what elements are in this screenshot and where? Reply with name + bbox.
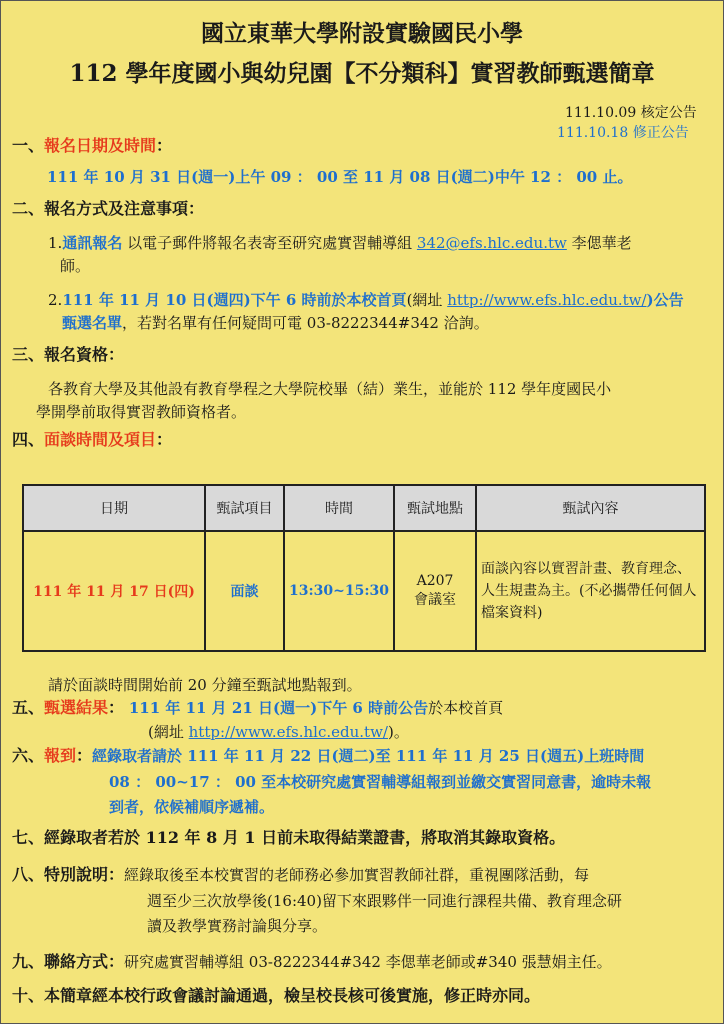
method-item-1-cont: 師。 — [60, 257, 91, 275]
document-title: 112 學年度國小與幼兒園【不分類科】實習教師甄選簡章 — [69, 60, 655, 87]
section-8-line3: 讀及教學實務討論與分享。 — [147, 917, 328, 935]
email-link[interactable]: 342@efs.hlc.edu.tw — [416, 234, 567, 252]
section-6-line3: 到者，依候補順序遞補。 — [109, 798, 275, 816]
section-8: 八、特別說明：經錄取後至本校實習的老師務必參加實習教師社群，重視團隊活動，每 — [12, 865, 590, 884]
section-2-heading: 二、報名方式及注意事項： — [12, 199, 205, 218]
method-item-2-cont: 甄選名單，若對名單有任何疑問可電 03-8222344#342 洽詢。 — [62, 314, 489, 332]
section-10: 十、本簡章經本校行政會議討論通過，檢呈校長核可後實施，修正時亦同。 — [12, 986, 541, 1005]
eligibility-text: 各教育大學及其他設有教育學程之大學院校畢（結）業生，並能於 112 學年度國民小 — [48, 380, 612, 398]
section-6: 六、報到：經錄取者請於 111 年 11 月 22 日(週二)至 111 年 11 月 25 日(週五)上班時間 — [12, 746, 645, 765]
section-4-heading: 四、面談時間及項目： — [12, 430, 173, 449]
cell-place: A207 會議室 — [394, 531, 476, 651]
registration-period: 111 年 10 月 31 日(週一)上午 09 ： 00 至 11 月 08 日(週二)中午 12 ： 00 止。 — [47, 168, 633, 186]
cell-item: 面談 — [205, 531, 284, 651]
header-time: 時間 — [284, 485, 394, 531]
table-header-row — [23, 485, 705, 531]
header-place: 甄試地點 — [394, 485, 476, 531]
cell-content: 面談內容以實習計畫、教育理念、人生規畫為主。(不必攜帶任何個人檔案資料) — [476, 531, 705, 651]
interview-schedule-table — [22, 484, 706, 652]
interview-note: 請於面談時間開始前 20 分鐘至甄試地點報到。 — [48, 676, 362, 694]
approval-notice: 111.10.09 核定公告 — [565, 105, 697, 121]
section-5: 五、甄選結果： 111 年 11 月 21 日(週一)下午 6 時前公告於本校首頁 — [12, 698, 504, 717]
cell-time: 13:30~15:30 — [284, 531, 394, 651]
section-8-line2: 週至少三次放學後(16:40)留下來跟夥伴一同進行課程共備、教育理念研 — [147, 892, 622, 910]
cell-date: 111 年 11 月 17 日(四) — [23, 531, 205, 651]
method-item-1: 1.通訊報名 以電子郵件將報名表寄至研究處實習輔導組 342@efs.hlc.edu.tw 李偲華老 — [48, 234, 632, 252]
results-link[interactable]: http://www.efs.hlc.edu.tw/ — [188, 723, 388, 741]
header-date: 日期 — [23, 485, 205, 531]
section-9: 九、聯絡方式：研究處實習輔導組 03-8222344#342 李偲華老師或#340 張慧娟主任。 — [12, 952, 612, 971]
section-7: 七、經錄取者若於 112 年 8 月 1 日前未取得結業證書，將取消其錄取資格。 — [12, 828, 566, 847]
homepage-link[interactable]: http://www.efs.hlc.edu.tw/ — [447, 291, 647, 309]
revision-notice: 111.10.18 修正公告 — [557, 125, 689, 141]
section-5-url: (網址 http://www.efs.hlc.edu.tw/)。 — [148, 723, 409, 741]
school-title: 國立東華大學附設實驗國民小學 — [201, 20, 523, 47]
header-item: 甄試項目 — [205, 485, 284, 531]
table-row — [23, 531, 705, 651]
section-6-line2: 08 ： 00~17 ： 00 至本校研究處實習輔導組報到並繳交實習同意書，逾時未報 — [109, 773, 652, 791]
section-3-heading: 三、報名資格： — [12, 345, 125, 364]
section-1-heading: 一、報名日期及時間： — [12, 136, 173, 155]
header-content: 甄試內容 — [476, 485, 705, 531]
method-item-2: 2.111 年 11 月 10 日(週四)下午 6 時前於本校首頁(網址 http://www.efs.hlc.edu.tw/)公告 — [48, 291, 684, 309]
eligibility-text-cont: 學開學前取得實習教師資格者。 — [36, 403, 247, 421]
